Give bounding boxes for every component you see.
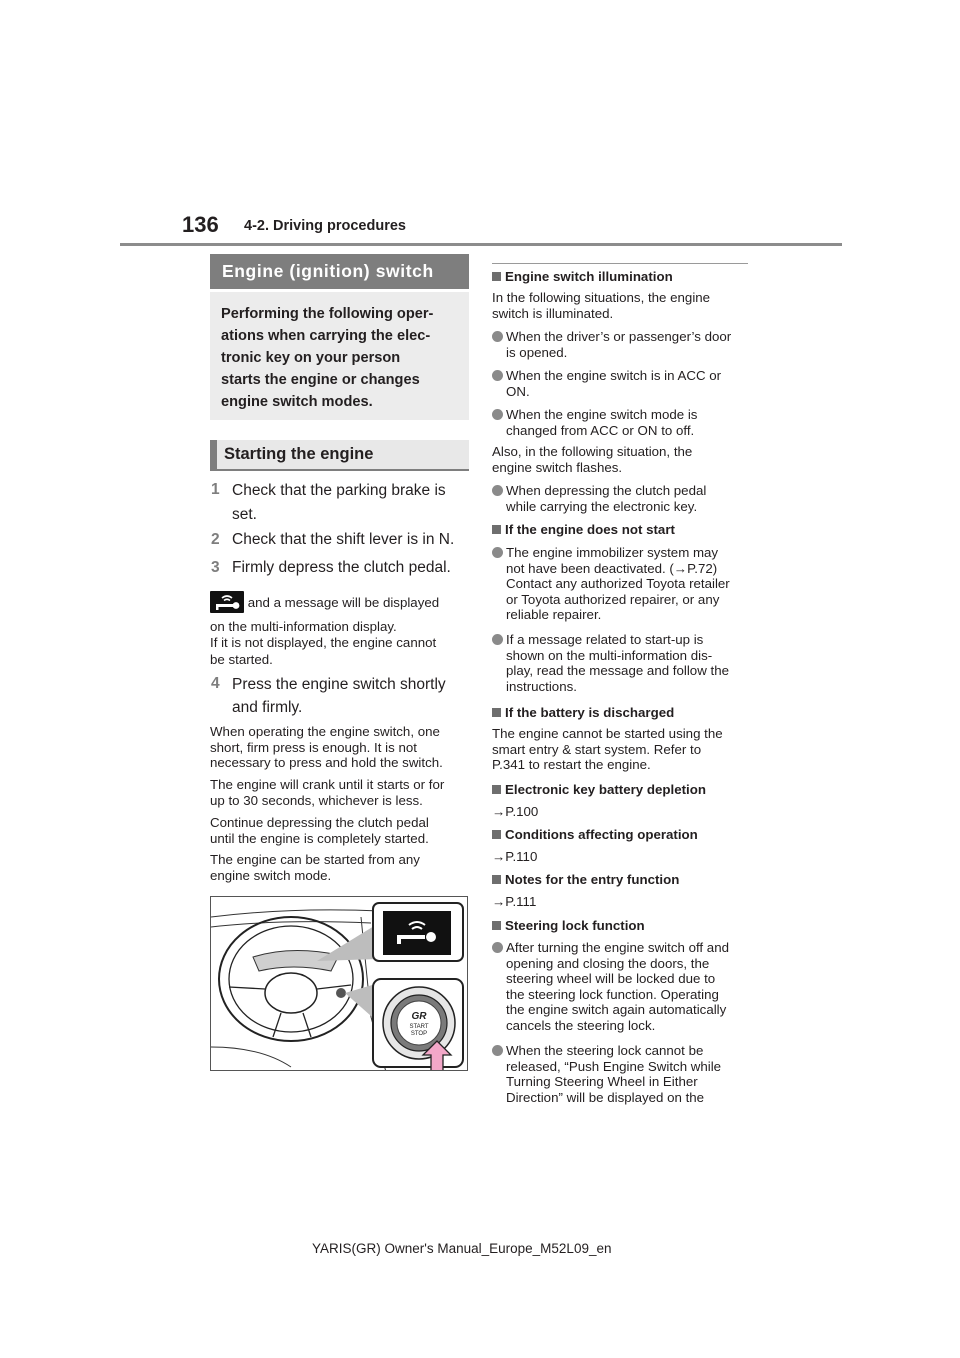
step-text: Check that the shift lever is in N.: [232, 531, 455, 548]
flash-intro: Also, in the following situation, the engine switch flashes.: [492, 444, 693, 475]
note-press: [210, 724, 472, 771]
electronic-key-ref[interactable]: →P.100: [492, 804, 539, 819]
footer-manual-id: YARIS(GR) Owner's Manual_Europe_M52L09_en: [312, 1241, 612, 1256]
intro-line: Performing the following oper-: [221, 306, 434, 322]
step-text: Check that the parking brake is: [232, 482, 446, 499]
intro-line: tronic key on your person: [221, 350, 401, 366]
heading-engine-switch: Engine (ignition) switch: [210, 254, 469, 289]
button-start: START: [409, 1024, 429, 1030]
electronic-key-heading: Electronic key battery depletion: [492, 782, 754, 798]
bullet-icon: [492, 409, 503, 420]
square-bullet-icon: [492, 785, 501, 794]
note-crank: [210, 777, 472, 808]
note-line: If it is not displayed, the engine cannot: [210, 634, 437, 650]
note-line: short, firm press is enough. It is not: [210, 739, 417, 755]
bullet-icon: [492, 370, 503, 381]
battery-heading: If the battery is discharged: [492, 705, 754, 721]
square-bullet-icon: [492, 921, 501, 930]
note-line: When operating the engine switch, one: [210, 724, 440, 739]
entry-function-ref[interactable]: →P.111: [492, 894, 537, 909]
intro-line: engine switch modes.: [221, 394, 373, 410]
step-3: [211, 557, 473, 579]
illumination-heading: Engine switch illumination: [492, 269, 754, 285]
step-text: Firmly depress the clutch pedal.: [232, 559, 451, 576]
note-clutch: [210, 815, 472, 846]
step-number: 3: [211, 559, 220, 576]
note-line: on the multi-information display.: [210, 619, 397, 634]
step-1: [211, 479, 473, 523]
step-number: 4: [211, 675, 220, 692]
bullet-icon: [492, 485, 503, 496]
page-number: 136: [182, 212, 219, 237]
smart-key-indicator-icon: [210, 591, 244, 613]
note-any-mode: [210, 852, 472, 883]
note-line: up to 30 seconds, whichever is less.: [210, 792, 423, 808]
step-text: set.: [232, 506, 257, 523]
note-line: The engine will crank until it starts or for: [210, 777, 445, 792]
intro-line: ations when carrying the elec-: [221, 328, 431, 344]
note-line: Continue depressing the clutch pedal: [210, 815, 429, 830]
conditions-ref[interactable]: →P.110: [492, 849, 538, 864]
square-bullet-icon: [492, 875, 501, 884]
square-bullet-icon: [492, 708, 501, 717]
square-bullet-icon: [492, 525, 501, 534]
bullet-icon: [492, 1045, 503, 1056]
bullet-icon: [492, 634, 503, 645]
battery-text: The engine cannot be started using the smart entry & start system. Refer to P.341 to restart the engine.: [492, 726, 723, 772]
engine-switch-illustration: [210, 896, 468, 1071]
note-line: The engine can be started from any: [210, 852, 420, 867]
square-bullet-icon: [492, 272, 501, 281]
note-line: necessary to press and hold the switch.: [210, 755, 443, 770]
note-line: engine switch mode.: [210, 867, 332, 883]
note-line: until the engine is completely started.: [210, 830, 429, 846]
illumination-intro: In the following situations, the engine switch is illuminated.: [492, 290, 711, 321]
intro-line: starts the engine or changes: [221, 372, 420, 388]
button-brand: GR: [411, 1011, 427, 1022]
step-number: 2: [211, 531, 220, 548]
indicator-note: [210, 591, 472, 668]
bullet-icon: [492, 547, 503, 558]
section-title: 4-2. Driving procedures: [244, 218, 406, 234]
bullet-icon: [492, 331, 503, 342]
step-text: and firmly.: [232, 699, 303, 716]
button-stop: STOP: [410, 1031, 428, 1037]
header-divider: [120, 243, 842, 246]
right-column-divider: [492, 263, 748, 264]
step-2: [211, 529, 473, 551]
step-text: Press the engine switch shortly: [232, 676, 446, 693]
note-line: be started.: [210, 652, 273, 667]
entry-function-heading: Notes for the entry function: [492, 872, 754, 888]
square-bullet-icon: [492, 830, 501, 839]
step-number: 1: [211, 481, 220, 498]
no-start-heading: If the engine does not start: [492, 522, 754, 538]
intro-box: [210, 292, 469, 420]
conditions-heading: Conditions affecting operation: [492, 827, 754, 843]
indicator-note-inline: and a message will be displayed: [244, 595, 440, 610]
step-4: [211, 673, 473, 716]
subheading-starting-engine: Starting the engine: [210, 440, 469, 471]
bullet-icon: [492, 942, 503, 953]
steering-lock-heading: Steering lock function: [492, 918, 754, 934]
